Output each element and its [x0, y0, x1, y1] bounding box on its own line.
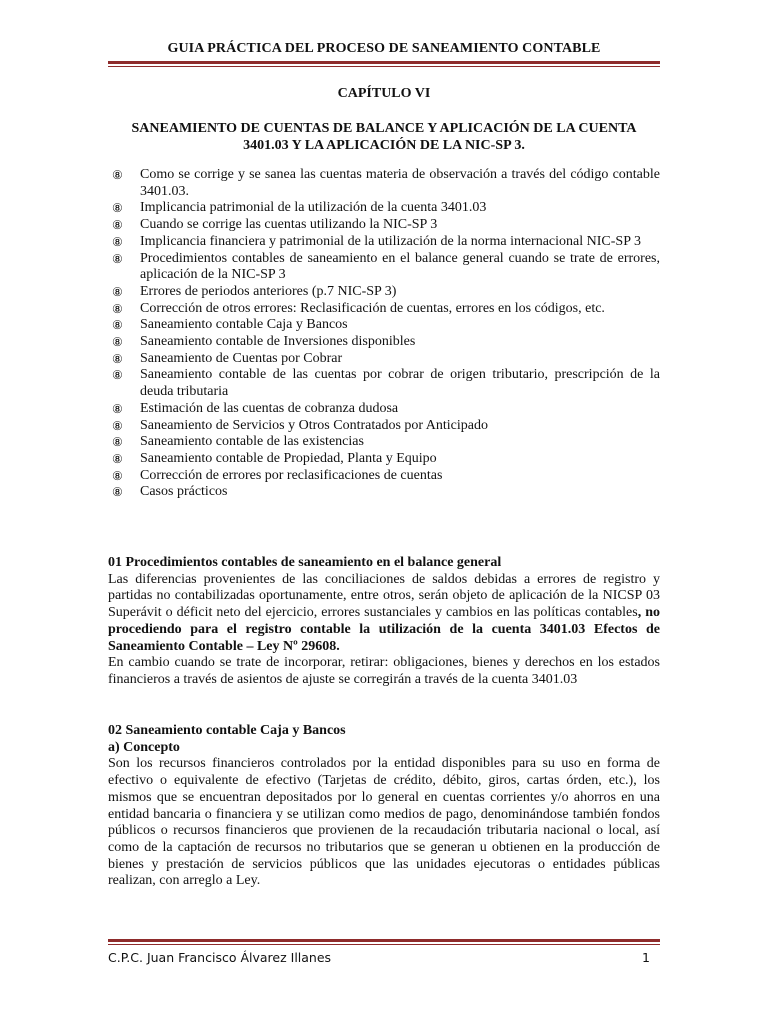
topic-text: Corrección de otros errores: Reclasificación de cuentas, errores en los códigos, etc. — [140, 300, 605, 316]
section-1-heading: 01 Procedimientos contables de saneamiento en el balance general — [108, 555, 502, 570]
topic-item — [108, 234, 660, 251]
section-2 — [108, 723, 660, 890]
topic-item — [108, 401, 660, 418]
topic-item — [108, 367, 660, 400]
topic-text: Saneamiento contable de las existencias — [140, 434, 364, 450]
bullet-icon: ⑧ — [112, 485, 123, 500]
bullet-icon: ⑧ — [112, 301, 123, 316]
topic-item — [108, 251, 660, 284]
topic-text: Estimación de las cuentas de cobranza dudosa — [140, 400, 399, 416]
topic-item — [108, 284, 660, 301]
bullet-icon: ⑧ — [112, 451, 123, 466]
section-title: SANEAMIENTO DE CUENTAS DE BALANCE Y APLICACIÓN DE LA CUENTA 3401.03 Y LA APLICACIÓN DE LA NIC-SP 3. — [131, 121, 637, 153]
topic-text: Errores de periodos anteriores (p.7 NIC-SP 3) — [140, 283, 397, 299]
chapter-title: CAPÍTULO VI — [337, 86, 431, 101]
bullet-icon: ⑧ — [112, 351, 123, 366]
section-1-paragraph-1 — [108, 572, 660, 656]
topic-item — [108, 200, 660, 217]
topic-text: Implicancia financiera y patrimonial de la utilización de la norma internacional NIC-SP 3 — [140, 233, 641, 249]
section-1-paragraph-1-text: Las diferencias provenientes de las conciliaciones de saldos debidas a errores de registro y partidas no contabilizadas oportunamente, entre otros, serán objeto de aplicación de la NICSP 03 Superávit o déficit neto del ejercicio, errores sustanciales y cambios en las políticas contables — [108, 571, 660, 621]
topics-list — [108, 167, 660, 501]
bullet-icon: ⑧ — [112, 335, 123, 350]
header-rule — [108, 61, 660, 67]
bullet-icon: ⑧ — [112, 435, 123, 450]
topic-item — [108, 334, 660, 351]
topic-item — [108, 484, 660, 501]
topic-text: Implicancia patrimonial de la utilización de la cuenta 3401.03 — [140, 200, 487, 216]
bullet-icon: ⑧ — [112, 468, 123, 483]
footer-rule-thin — [108, 944, 660, 945]
running-header: GUIA PRÁCTICA DEL PROCESO DE SANEAMIENTO CONTABLE — [167, 41, 601, 56]
footer-rule-thick — [108, 939, 660, 942]
bullet-icon: ⑧ — [112, 418, 123, 433]
bullet-icon: ⑧ — [112, 168, 123, 182]
topic-item — [108, 301, 660, 318]
bullet-icon: ⑧ — [112, 401, 123, 416]
bullet-icon: ⑧ — [112, 284, 123, 299]
footer-author: C.P.C. Juan Francisco Álvarez Illanes — [108, 950, 332, 965]
bullet-icon: ⑧ — [112, 201, 123, 216]
topic-item — [108, 217, 660, 234]
bullet-icon: ⑧ — [112, 318, 123, 333]
topic-text: Saneamiento contable de Inversiones disponibles — [140, 334, 416, 350]
topic-item — [108, 167, 660, 200]
topic-item — [108, 351, 660, 368]
bullet-icon: ⑧ — [112, 368, 123, 383]
topic-item — [108, 451, 660, 468]
topic-text: Corrección de errores por reclasificaciones de cuentas — [140, 467, 443, 483]
topic-item — [108, 434, 660, 451]
header-rule-thin — [108, 66, 660, 67]
topic-item — [108, 317, 660, 334]
topic-text: Saneamiento contable Caja y Bancos — [140, 317, 348, 333]
topic-text: Como se corrige y se sanea las cuentas materia de observación a través del código contable 3401.03. — [140, 167, 660, 199]
footer-rule — [108, 939, 660, 945]
section-2-subheading: a) Concepto — [108, 739, 180, 755]
topic-item — [108, 418, 660, 435]
section-1-paragraph-2: En cambio cuando se trate de incorporar, retirar: obligaciones, bienes y derechos en los estados financieros a través de asientos de ajuste se corregirán a través de la cuenta 3401.03 — [108, 655, 660, 687]
topic-text: Procedimientos contables de saneamiento en el balance general cuando se trate de errores, aplicación de la NIC-SP 3 — [140, 250, 660, 283]
bullet-icon: ⑧ — [112, 251, 123, 266]
section-1-paragraph-1-bold: , no procediendo para el registro contable la utilización de la cuenta 3401.03 Efectos de Saneamiento Contable – Ley Nº 29608. — [108, 605, 661, 654]
topic-text: Saneamiento de Cuentas por Cobrar — [140, 350, 343, 366]
topic-text: Saneamiento contable de las cuentas por cobrar de origen tributario, prescripción de la deuda tributaria — [140, 367, 660, 400]
bullet-icon: ⑧ — [112, 218, 123, 233]
topic-text: Saneamiento contable de Propiedad, Planta y Equipo — [140, 450, 437, 466]
section-1 — [108, 555, 660, 689]
header-rule-thick — [108, 61, 660, 64]
topic-item — [108, 468, 660, 485]
topic-text: Saneamiento de Servicios y Otros Contratados por Anticipado — [140, 417, 488, 433]
page-number: 1 — [642, 950, 650, 965]
section-2-heading: 02 Saneamiento contable Caja y Bancos — [108, 723, 346, 738]
bullet-icon: ⑧ — [112, 234, 123, 249]
section-2-paragraph: Son los recursos financieros controlados por la entidad disponibles para su uso en forma de efectivo o equivalente de efectivo (Tarjetas de crédito, débito, giros, cartas órden, etc.), los mismos que se encuentran depositados por lo general en cuentas corrientes y/o ahorros en una entidad bancaria o financiera y se utilizan como medios de pago, denominándose también fondos públicos o recursos financieros que provienen de la recaudación tributaria nacional o local, así como de la captación de recursos no tributarios que se generan u obtienen en la producción de bienes y prestación de servicios públicos que las unidades ejecutoras o entidades públicas realizan, con arreglo a Ley. — [108, 756, 660, 889]
topic-text: Cuando se corrige las cuentas utilizando la NIC-SP 3 — [140, 217, 438, 233]
topic-text: Casos prácticos — [140, 484, 228, 500]
